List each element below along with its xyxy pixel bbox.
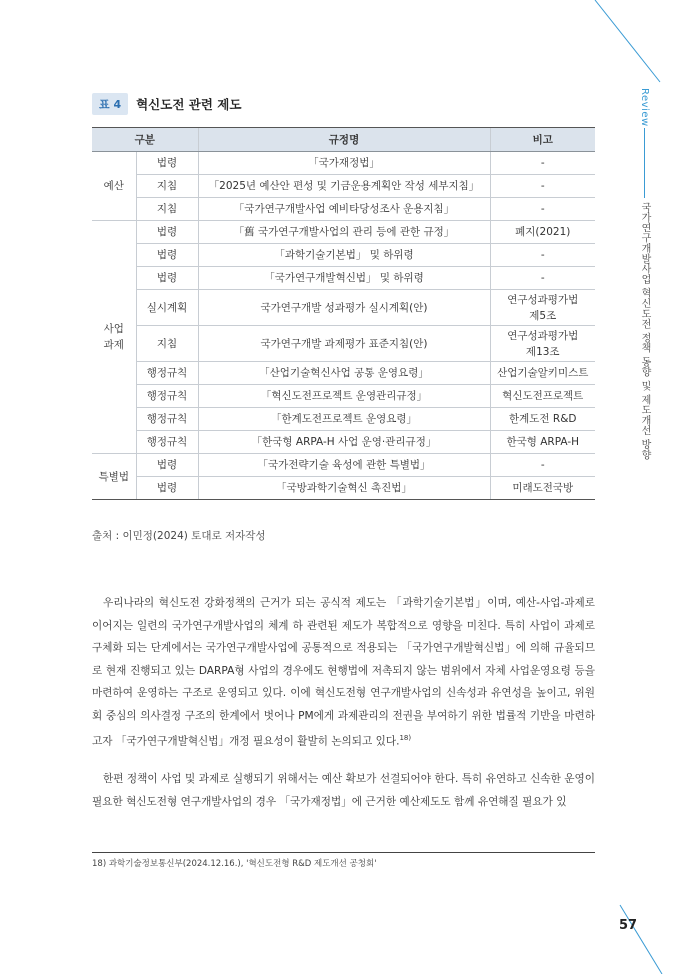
table-source-note: 출처 : 이민정(2024) 토대로 저자작성 (92, 530, 266, 542)
table-caption (92, 93, 241, 115)
top-diagonal-line (595, 0, 660, 82)
row-regulation: 「국가전략기술 육성에 관한 특별법」 (198, 454, 490, 477)
row-regulation: 「국방과학기술혁신 촉진법」 (198, 477, 490, 500)
row-type: 실시계획 (136, 290, 198, 326)
paragraph-text: 우리나라의 혁신도전 강화정책의 근거가 되는 공식적 제도는 「과학기술기본법」이며, 예산-사업-과제로 이어지는 일련의 국가연구개발사업의 체계 하 관련된 제도가 복합적으로 영향을 미친다. 특히 사업이 과제로 구체화 되는 단계에서는 국가연구개발사업에 공통적으로 적용되는 「국가연구개발혁신법」에 의해 규율되므로 현재 진행되고 있는 DARPA형 사업의 경우에도 현행법에 저촉되지 않는 범위에서 자체 사업운영요령 등을 마련하여 운영하는 구조로 운영되고 있다. 이에 혁신도전형 연구개발사업의 신속성과 유연성을 높이고, 위원회 중심의 의사결정 구조의 한계에서 벗어나 PM에게 과제관리의 전권을 부여하기 위한 법률적 기반을 마련하고자 「국가연구개발혁신법」개정 필요성이 활발히 논의되고 있다. (92, 597, 595, 748)
footnote-18: 18) 과학기술정보통신부(2024.12.16.), '혁신도전형 R&D 제도개선 공청회' (92, 859, 377, 869)
table-row (92, 362, 595, 385)
table-row (92, 454, 595, 477)
institution-table (92, 127, 595, 500)
table-row (92, 477, 595, 500)
row-regulation: 「2025년 예산안 편성 및 기금운용계획안 작성 세부지침」 (198, 175, 490, 198)
row-type: 법령 (136, 152, 198, 175)
row-note: 산업기술알키미스트 (490, 362, 595, 385)
row-note: 혁신도전프로젝트 (490, 385, 595, 408)
row-regulation: 「국가연구개발사업 예비타당성조사 운용지침」 (198, 198, 490, 221)
page-number: 57 (619, 918, 638, 933)
table-header-row (92, 128, 595, 152)
row-note: - (490, 244, 595, 267)
row-note: - (490, 454, 595, 477)
row-regulation: 「과학기술기본법」 및 하위령 (198, 244, 490, 267)
table-row (92, 290, 595, 326)
group-label: 예산 (92, 152, 136, 221)
row-type: 법령 (136, 477, 198, 500)
footnote-ref[interactable]: 18) (399, 734, 412, 742)
row-type: 지침 (136, 326, 198, 362)
row-type: 행정규칙 (136, 362, 198, 385)
row-note: - (490, 267, 595, 290)
row-regulation: 「舊 국가연구개발사업의 관리 등에 관한 규정」 (198, 221, 490, 244)
row-type: 행정규칙 (136, 408, 198, 431)
row-regulation: 「혁신도전프로젝트 운영관리규정」 (198, 385, 490, 408)
footnote-divider (92, 852, 595, 853)
row-type: 지침 (136, 175, 198, 198)
row-type: 행정규칙 (136, 385, 198, 408)
body-paragraph-1 (92, 592, 595, 753)
row-note: 폐지(2021) (490, 221, 595, 244)
table-row (92, 431, 595, 454)
row-regulation: 「국가연구개발혁신법」 및 하위령 (198, 267, 490, 290)
table-row (92, 408, 595, 431)
body-paragraph-2 (92, 768, 595, 813)
table-row (92, 385, 595, 408)
running-header-title: 국가연구개발사업 혁신도전 정책 동향 및 제도개선 방향 (639, 202, 650, 460)
table-row (92, 175, 595, 198)
header-remarks: 비고 (490, 128, 595, 152)
table-number-badge: 표 4 (92, 93, 128, 115)
row-regulation: 「한국형 ARPA-H 사업 운영·관리규정」 (198, 431, 490, 454)
table-row (92, 221, 595, 244)
row-type: 행정규칙 (136, 431, 198, 454)
side-rule (644, 128, 645, 198)
paragraph-text: 한편 정책이 사업 및 과제로 실행되기 위해서는 예산 확보가 선결되어야 한다. 특히 유연하고 신속한 운영이 필요한 혁신도전형 연구개발사업의 경우 「국가재정법」에 근거한 예산제도도 함께 유연해질 필요가 있 (92, 773, 595, 808)
row-regulation: 「국가재정법」 (198, 152, 490, 175)
group-label: 특별법 (92, 454, 136, 500)
row-note: 한국형 ARPA-H (490, 431, 595, 454)
row-note: 연구성과평가법 제13조 (490, 326, 595, 362)
row-type: 법령 (136, 221, 198, 244)
row-note: - (490, 152, 595, 175)
row-type: 법령 (136, 454, 198, 477)
table-row (92, 267, 595, 290)
table-row (92, 152, 595, 175)
row-note: - (490, 198, 595, 221)
group-label: 사업 과제 (92, 221, 136, 454)
row-note: 한계도전 R&D (490, 408, 595, 431)
section-label-review: Review (639, 88, 650, 127)
bottom-diagonal-line (620, 905, 662, 974)
table-row (92, 244, 595, 267)
row-note: - (490, 175, 595, 198)
table-row (92, 326, 595, 362)
header-regulation: 규정명 (198, 128, 490, 152)
row-regulation: 「한계도전프로젝트 운영요령」 (198, 408, 490, 431)
table-row (92, 198, 595, 221)
row-type: 법령 (136, 244, 198, 267)
row-type: 법령 (136, 267, 198, 290)
row-type: 지침 (136, 198, 198, 221)
row-note: 연구성과평가법 제5조 (490, 290, 595, 326)
table-title: 혁신도전 관련 제도 (136, 97, 242, 112)
row-regulation: 국가연구개발 성과평가 실시계획(안) (198, 290, 490, 326)
row-regulation: 국가연구개발 과제평가 표준지침(안) (198, 326, 490, 362)
row-regulation: 「산업기술혁신사업 공통 운영요령」 (198, 362, 490, 385)
header-category: 구분 (92, 128, 198, 152)
row-note: 미래도전국방 (490, 477, 595, 500)
